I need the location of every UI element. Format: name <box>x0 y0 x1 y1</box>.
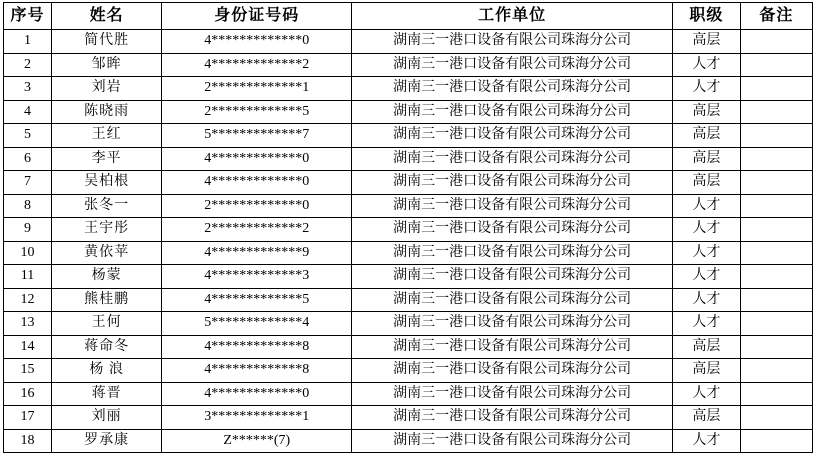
cell-name: 杨 浪 <box>52 359 162 383</box>
cell-name: 张冬一 <box>52 194 162 218</box>
cell-id: 4*************8 <box>162 335 352 359</box>
cell-id: 4*************9 <box>162 241 352 265</box>
cell-index: 3 <box>4 77 52 101</box>
cell-index: 8 <box>4 194 52 218</box>
cell-name: 刘岩 <box>52 77 162 101</box>
cell-index: 15 <box>4 359 52 383</box>
cell-level: 人才 <box>672 288 740 312</box>
cell-org: 湖南三一港口设备有限公司珠海分公司 <box>352 218 672 242</box>
cell-note <box>740 171 812 195</box>
column-header-id: 身份证号码 <box>162 3 352 30</box>
cell-id: 4*************0 <box>162 171 352 195</box>
cell-level: 人才 <box>672 265 740 289</box>
cell-note <box>740 241 812 265</box>
cell-note <box>740 312 812 336</box>
cell-id: 4*************0 <box>162 147 352 171</box>
cell-index: 10 <box>4 241 52 265</box>
cell-level: 人才 <box>672 241 740 265</box>
cell-level: 人才 <box>672 194 740 218</box>
column-header-name: 姓名 <box>52 3 162 30</box>
cell-name: 蒋晋 <box>52 382 162 406</box>
roster-table <box>3 2 813 453</box>
cell-id: 2*************5 <box>162 100 352 124</box>
cell-note <box>740 147 812 171</box>
table-row <box>4 241 813 265</box>
cell-id: 2*************0 <box>162 194 352 218</box>
table-row <box>4 359 813 383</box>
cell-name: 罗承康 <box>52 429 162 453</box>
cell-note <box>740 124 812 148</box>
cell-note <box>740 265 812 289</box>
cell-level: 人才 <box>672 382 740 406</box>
cell-level: 高层 <box>672 335 740 359</box>
table-row <box>4 288 813 312</box>
cell-level: 人才 <box>672 53 740 77</box>
cell-level: 高层 <box>672 359 740 383</box>
column-header-level: 职级 <box>672 3 740 30</box>
cell-name: 吴柏根 <box>52 171 162 195</box>
cell-index: 13 <box>4 312 52 336</box>
cell-index: 2 <box>4 53 52 77</box>
cell-name: 刘丽 <box>52 406 162 430</box>
column-header-note: 备注 <box>740 3 812 30</box>
cell-note <box>740 194 812 218</box>
cell-name: 邹眸 <box>52 53 162 77</box>
cell-id: 2*************2 <box>162 218 352 242</box>
cell-level: 高层 <box>672 100 740 124</box>
table-row <box>4 147 813 171</box>
cell-note <box>740 406 812 430</box>
cell-name: 李平 <box>52 147 162 171</box>
table-row <box>4 194 813 218</box>
cell-org: 湖南三一港口设备有限公司珠海分公司 <box>352 265 672 289</box>
table-row <box>4 100 813 124</box>
cell-name: 简代胜 <box>52 30 162 54</box>
cell-level: 高层 <box>672 406 740 430</box>
cell-level: 人才 <box>672 312 740 336</box>
table-row <box>4 406 813 430</box>
cell-note <box>740 53 812 77</box>
cell-name: 王红 <box>52 124 162 148</box>
cell-id: 5*************4 <box>162 312 352 336</box>
cell-index: 17 <box>4 406 52 430</box>
cell-id: 5*************7 <box>162 124 352 148</box>
cell-name: 陈晓雨 <box>52 100 162 124</box>
cell-index: 16 <box>4 382 52 406</box>
table-row <box>4 77 813 101</box>
cell-org: 湖南三一港口设备有限公司珠海分公司 <box>352 312 672 336</box>
table-row <box>4 335 813 359</box>
cell-index: 9 <box>4 218 52 242</box>
cell-id: 4*************2 <box>162 53 352 77</box>
cell-org: 湖南三一港口设备有限公司珠海分公司 <box>352 171 672 195</box>
cell-org: 湖南三一港口设备有限公司珠海分公司 <box>352 359 672 383</box>
cell-name: 杨蒙 <box>52 265 162 289</box>
cell-name: 黄依苹 <box>52 241 162 265</box>
cell-level: 人才 <box>672 429 740 453</box>
cell-name: 王宇彤 <box>52 218 162 242</box>
cell-org: 湖南三一港口设备有限公司珠海分公司 <box>352 406 672 430</box>
cell-index: 7 <box>4 171 52 195</box>
table-row <box>4 312 813 336</box>
cell-org: 湖南三一港口设备有限公司珠海分公司 <box>352 124 672 148</box>
cell-id: 4*************0 <box>162 30 352 54</box>
table-header-row <box>4 3 813 30</box>
cell-name: 蒋命冬 <box>52 335 162 359</box>
column-header-index: 序号 <box>4 3 52 30</box>
cell-level: 高层 <box>672 124 740 148</box>
cell-index: 1 <box>4 30 52 54</box>
cell-id: 4*************0 <box>162 382 352 406</box>
cell-id: Z******(7) <box>162 429 352 453</box>
cell-index: 4 <box>4 100 52 124</box>
cell-index: 6 <box>4 147 52 171</box>
cell-name: 熊桂鹏 <box>52 288 162 312</box>
table-row <box>4 53 813 77</box>
table-row <box>4 30 813 54</box>
cell-id: 2*************1 <box>162 77 352 101</box>
cell-level: 高层 <box>672 147 740 171</box>
table-row <box>4 382 813 406</box>
cell-org: 湖南三一港口设备有限公司珠海分公司 <box>352 194 672 218</box>
cell-name: 王何 <box>52 312 162 336</box>
table-header <box>4 3 813 30</box>
cell-index: 5 <box>4 124 52 148</box>
cell-id: 3*************1 <box>162 406 352 430</box>
cell-id: 4*************3 <box>162 265 352 289</box>
cell-org: 湖南三一港口设备有限公司珠海分公司 <box>352 147 672 171</box>
cell-org: 湖南三一港口设备有限公司珠海分公司 <box>352 100 672 124</box>
cell-index: 14 <box>4 335 52 359</box>
cell-org: 湖南三一港口设备有限公司珠海分公司 <box>352 53 672 77</box>
cell-org: 湖南三一港口设备有限公司珠海分公司 <box>352 30 672 54</box>
cell-id: 4*************8 <box>162 359 352 383</box>
cell-note <box>740 218 812 242</box>
cell-org: 湖南三一港口设备有限公司珠海分公司 <box>352 429 672 453</box>
table-row <box>4 171 813 195</box>
cell-level: 人才 <box>672 77 740 101</box>
cell-index: 18 <box>4 429 52 453</box>
cell-level: 高层 <box>672 171 740 195</box>
cell-org: 湖南三一港口设备有限公司珠海分公司 <box>352 382 672 406</box>
cell-org: 湖南三一港口设备有限公司珠海分公司 <box>352 288 672 312</box>
cell-level: 人才 <box>672 218 740 242</box>
table-row <box>4 218 813 242</box>
cell-org: 湖南三一港口设备有限公司珠海分公司 <box>352 241 672 265</box>
column-header-org: 工作单位 <box>352 3 672 30</box>
cell-index: 12 <box>4 288 52 312</box>
cell-note <box>740 100 812 124</box>
table-row <box>4 124 813 148</box>
cell-note <box>740 382 812 406</box>
cell-note <box>740 288 812 312</box>
cell-note <box>740 30 812 54</box>
cell-id: 4*************5 <box>162 288 352 312</box>
cell-org: 湖南三一港口设备有限公司珠海分公司 <box>352 335 672 359</box>
cell-note <box>740 77 812 101</box>
table-row <box>4 265 813 289</box>
cell-note <box>740 335 812 359</box>
cell-org: 湖南三一港口设备有限公司珠海分公司 <box>352 77 672 101</box>
cell-level: 高层 <box>672 30 740 54</box>
table-body <box>4 30 813 453</box>
cell-index: 11 <box>4 265 52 289</box>
cell-note <box>740 359 812 383</box>
